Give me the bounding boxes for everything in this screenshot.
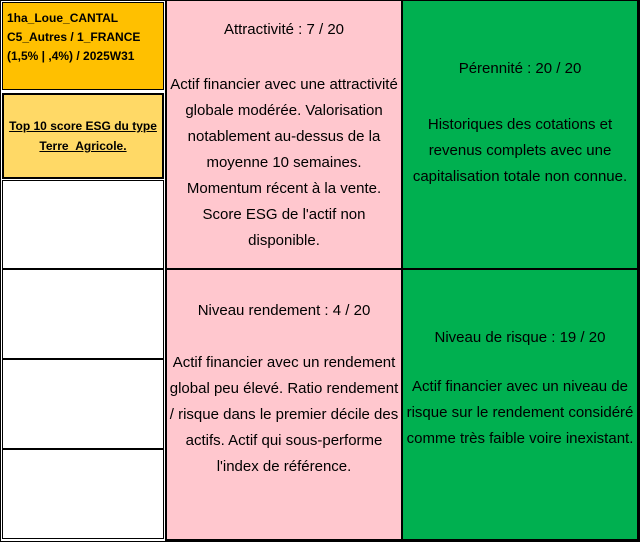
empty-cell-2 — [2, 269, 164, 359]
asset-period: (1,5% | ,4%) / 2025W31 — [7, 49, 135, 63]
perennite-description: Historiques des cotations et revenus complets avec une capitalisation totale non connue. — [412, 116, 628, 185]
rendement-title: Niveau rendement : 4 / 20 — [197, 302, 371, 319]
attractivite-description: Actif financier avec une attractivité globale modérée. Valorisation notablement au-dessus de la moyenne 10 semaines. Momentum récent à la vente. Score ESG de l'actif non disponible. — [170, 76, 398, 249]
asset-identifier-cell — [2, 2, 164, 90]
attractivite-cell — [165, 1, 403, 270]
attractivite-title: Attractivité : 7 / 20 — [223, 21, 345, 38]
risque-description: Actif financier avec un niveau de risque sur le rendement considéré comme très faible voire inexistant. — [406, 378, 634, 447]
top10-esg-link[interactable] — [2, 93, 164, 179]
risque-title: Niveau de risque : 19 / 20 — [434, 329, 606, 346]
perennite-cell — [403, 1, 639, 270]
top10-esg-label: Top 10 score ESG du type Terre_Agricole. — [9, 119, 157, 153]
asset-name: 1ha_Loue_CANTAL — [7, 11, 119, 25]
risque-cell — [403, 270, 639, 541]
asset-category: C5_Autres / 1_FRANCE — [7, 30, 141, 44]
empty-cell-3 — [2, 359, 164, 449]
rendement-cell — [165, 270, 403, 541]
rendement-description: Actif financier avec un rendement global peu élevé. Ratio rendement / risque dans le premier décile des actifs. Actif qui sous-performe l'index de référence. — [169, 354, 399, 475]
empty-cell-1 — [2, 180, 164, 269]
empty-cell-4 — [2, 449, 164, 539]
perennite-title: Pérennité : 20 / 20 — [458, 60, 582, 77]
